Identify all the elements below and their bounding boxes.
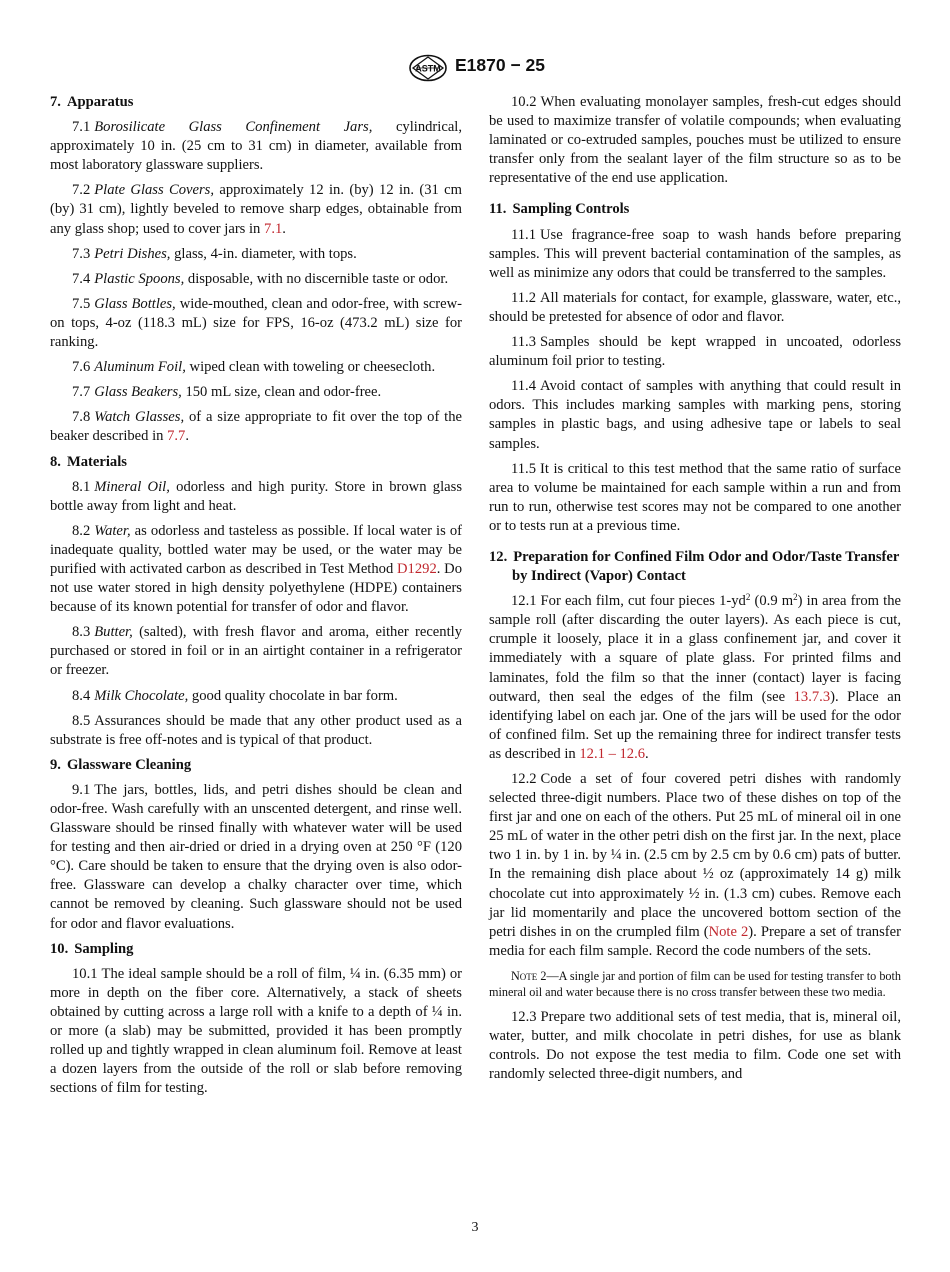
- right-column: [489, 93, 901, 1090]
- paragraph-7-8: 7.8 Watch Glasses, of a size appropriate to fit over the top of the beaker described in 7.7.: [50, 409, 462, 445]
- left-column: [50, 93, 462, 1104]
- astm-logo-icon: [408, 54, 448, 82]
- paragraph-7-5: 7.5 Glass Bottles, wide-mouthed, clean and odor-free, with screw-on tops, 4-oz (118.3 mL) size for FPS, 16-oz (473.2 mL) size for ranking.: [50, 295, 463, 351]
- paragraph-8-5: 8.5 Assurances should be made that any other product used as a substrate is free off-notes and is typical of that product.: [50, 712, 462, 748]
- paragraph-11-4: 11.4 Avoid contact of samples with anything that could result in odors. This includes marking samples with marking pens, storing samples in plastic bags, and using adhesive tape or labels to seal samples.: [489, 378, 901, 452]
- paragraph-12-1: 12.1 For each film, cut four pieces $1-yd^2$ (0.9 $m^2$) in area from the sample roll (after discarding the outer layers). As each piece is cut, crumple it loosely, place it in a glass confinement jar, and cover it immediately with a square of plate glass. For printed films and laminates, fold the film so that the inner (contact) layer is facing outward, then seal the edges of the film (see 13.7.3). Place an identifying label on each jar. One of the jars will be used for the odor of confined film. Set up the remaining three for indirect transfer tests as described in 12.1 – 12.6.: [489, 592, 901, 762]
- paragraph-12-3: 12.3 Prepare two additional sets of test media, that is, mineral oil, water, butter, and milk chocolate in petri dishes, for use as blank controls. Do not expose the test media to film. Code one set with randomly selected three-digit numbers, and: [489, 1008, 901, 1083]
- xref-13-7-3-link[interactable]: 13.7.3: [793, 688, 831, 705]
- xref-7-7-link[interactable]: 7.7: [167, 428, 186, 445]
- paragraph-10-1: 10.1 The ideal sample should be a roll of film, ¼ in. (6.35 mm) or more in depth on the fiber core. Alternatively, a stack of sheets obtained by cutting across a large roll with a knife to a depth of ¼ in. or more (a slab) may be submitted, provided it has been promptly rolled up and tightly wrapped in clean aluminum foil. Remove at least a dozen layers from the outside of the roll or slab before removing sections of film for testing.: [50, 965, 462, 1097]
- paragraph-7-3: 7.3 Petri Dishes, glass, 4-in. diameter, with tops.: [72, 245, 357, 262]
- paragraph-7-7: 7.7 Glass Beakers, 150 mL size, clean and odor-free.: [72, 384, 382, 401]
- paragraph-9-1: 9.1 The jars, bottles, lids, and petri dishes should be clean and odor-free. Wash carefully with an unscented detergent, and rinse well. Glassware should be rinsed finally with whatever water will be used for testing and then air-dried or dried in a drying oven at 250 °F (120 °C). Care should be taken to ensure that the drying oven is also odor-free. Glassware can develop a chalky character over time, which cannot be removed by cleaning. Such glassware should not be used for odor and flavor evaluations.: [50, 781, 462, 932]
- paragraph-8-1: 8.1 Mineral Oil, odorless and high purity. Store in brown glass bottle away from light and heat.: [50, 478, 462, 514]
- page-header: [0, 54, 950, 84]
- paragraph-10-2: 10.2 When evaluating monolayer samples, fresh-cut edges should be used to maximize transfer of volatile compounds; when evaluating laminated or co-extruded samples, pouches must be utilized to ensure transfer only from the sealant layer of the film structure so as to be representative of the end use application.: [489, 94, 901, 187]
- section-heading-12: 12. Preparation for Confined Film Odor and Odor/Taste Transfer by Indirect (Vapor) Contact: [489, 548, 900, 585]
- xref-d1292-link[interactable]: D1292: [397, 560, 437, 577]
- xref-12-1-12-6-link[interactable]: 12.1 – 12.6: [579, 745, 646, 762]
- section-heading-10: 10. Sampling: [50, 940, 134, 957]
- paragraph-7-6: 7.6 Aluminum Foil, wiped clean with toweling or cheesecloth.: [72, 359, 436, 376]
- logo-text: ASTM: [415, 63, 441, 74]
- page-number: 3: [471, 1220, 479, 1235]
- paragraph-7-4: 7.4 Plastic Spoons, disposable, with no discernible taste or odor.: [72, 270, 449, 287]
- paragraph-11-5: 11.5 It is critical to this test method that the same ratio of surface area to volume be maintained for each sample within a run and from run to run, otherwise test scores may not be compared to one another or to tests run at a previous time.: [489, 460, 901, 534]
- section-heading-11: 11. Sampling Controls: [489, 201, 630, 218]
- section-heading-7: 7. Apparatus: [50, 94, 134, 110]
- section-heading-8: 8. Materials: [50, 453, 127, 470]
- xref-note-2-link[interactable]: Note 2: [708, 923, 749, 940]
- paragraph-11-1: 11.1 Use fragrance-free soap to wash hands before preparing samples. This will prevent bacterial contamination of the samples, as well as minimize any odors that could be transferred to the samples.: [489, 226, 901, 281]
- paragraph-11-3: 11.3 Samples should be kept wrapped in uncoated, odorless aluminum foil prior to testing.: [489, 334, 901, 370]
- paragraph-7-2: 7.2 Plate Glass Covers, approximately 12 in. (by) 12 in. (31 cm (by) 31 cm), lightly beveled to remove sharp edges, obtainable from any glass shop; used to cover jars in 7.1.: [50, 182, 462, 237]
- section-heading-9: 9. Glassware Cleaning: [50, 756, 192, 773]
- note-2: Note 2—A single jar and portion of film can be used for testing transfer to both mineral oil and water because there is no cross transfer between these two media.: [489, 968, 901, 999]
- paragraph-8-3: 8.3 Butter, (salted), with fresh flavor and aroma, either recently purchased or stored in foil or in an airtight container in a refrigerator or freezer.: [50, 624, 462, 679]
- paragraph-8-2: 8.2 Water, as odorless and tasteless as possible. If local water is of inadequate quality, bottled water may be used, or the water may be purified with activated carbon as described in Test Method D1292. Do not use water stored in high density polyethylene (HDPE) containers because of its known potential for transfer of odor and flavor.: [50, 522, 462, 616]
- paragraph-7-1: 7.1 Borosilicate Glass Confinement Jars, cylindrical, approximately 10 in. (25 cm to 31 cm) in diameter, available from most laboratory glassware suppliers.: [50, 119, 462, 174]
- standard-designation: E1870 − 25: [455, 55, 546, 75]
- paragraph-8-4: 8.4 Milk Chocolate, good quality chocolate in bar form.: [72, 687, 398, 704]
- xref-7-1-link[interactable]: 7.1: [264, 220, 283, 237]
- paragraph-12-2: 12.2 Code a set of four covered petri dishes with randomly selected three-digit numbers. Place two of these dishes on top of the first jar and one on each of the others. Put 25 mL of mineral oil in one 25 mL of water in the other petri dish on the first jar. In the next, place two 1 in. by 1 in. by ¼ in. (2.5 cm by 2.5 cm by 0.6 cm) pats of butter. In the remaining dish place about ½ oz (approximately 14 g) milk chocolate cut into approximately ½ in. (1.3 cm) cubes. Remove each jar lid momentarily and place the uncovered bottom section of the petri dishes in on the crumpled film (Note 2). Prepare a set of transfer media for each film sample. Record the code numbers of the sets.: [489, 771, 901, 959]
- paragraph-11-2: 11.2 All materials for contact, for example, glassware, water, etc., should be pretested for absence of odor and flavor.: [489, 289, 901, 325]
